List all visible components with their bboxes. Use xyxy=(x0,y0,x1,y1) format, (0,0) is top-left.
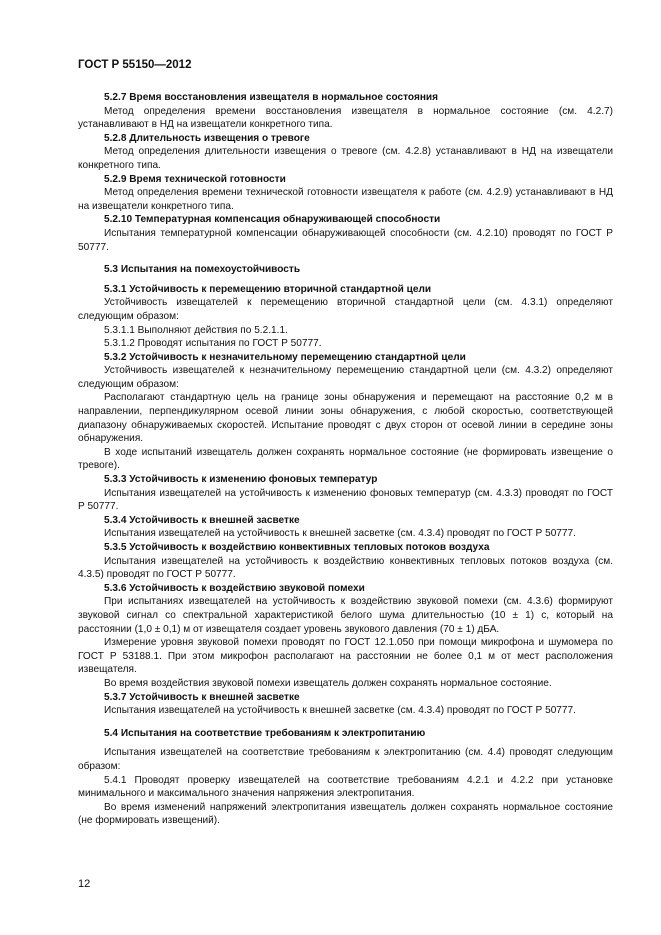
body-paragraph: Метод определения времени восстановления извещателя в нормальное состояние (см. 4.2.7) устанавливают в НД на извещатели конкретного типа. xyxy=(78,105,613,131)
body-paragraph: Испытания извещателей на соответствие требованиям к электропитанию (см. 4.4) проводят следующим образом: xyxy=(78,747,613,772)
section-heading: 5.3.7 Устойчивость к внешней засветке xyxy=(104,691,300,703)
body-paragraph: Испытания извещателей на устойчивость к воздействию конвективных тепловых потоков воздуха (см. 4.3.5) проводят по ГОСТ Р 50777. xyxy=(78,555,613,581)
section-heading: 5.3 Испытания на помехоустойчивость xyxy=(104,264,301,276)
body-paragraph: Испытания температурной компенсации обнаруживающей способности (см. 4.2.10) проводят по ГОСТ Р 50777. xyxy=(78,227,613,253)
body-paragraph: Испытания извещателей на устойчивость к внешней засветке (см. 4.3.4) проводят по ГОСТ Р 50777. xyxy=(104,528,576,540)
body-paragraph: Метод определения времени технической готовности извещателя к работе (см. 4.2.9) устанавливают в НД на извещатели конкретного типа. xyxy=(78,187,613,212)
section-heading: 5.2.10 Температурная компенсация обнаруживающей способности xyxy=(104,214,441,226)
body-paragraph: 5.4.1 Проводят проверку извещателей на соответствие требованиям 4.2.1 и 4.2.2 при установке минимального и максимального значения напряжения электропитания. xyxy=(78,774,613,800)
section-heading: 5.2.8 Длительность извещения о тревоге xyxy=(104,132,310,144)
page-number: 12 xyxy=(78,878,91,890)
body-paragraph: Испытания извещателей на устойчивость к внешней засветке (см. 4.3.4) проводят по ГОСТ Р 50777. xyxy=(104,705,576,717)
section-heading: 5.3.6 Устойчивость к воздействию звуковой помехи xyxy=(104,582,365,594)
section-heading: 5.2.7 Время восстановления извещателя в нормальное состояния xyxy=(104,92,439,103)
body-paragraph: При испытаниях извещателей на устойчивость к воздействию звуковой помехи (см. 4.3.6) формируют звуковой сигнал со спектральной характеристикой белого шума длительностью (10 ± 1) с, который на расстоянии (1,0 ± 0,1) м от извещателя создает уровень звукового давления (70 ± 1) дБА. xyxy=(78,596,613,635)
section-heading: 5.3.5 Устойчивость к воздействию конвективных тепловых потоков воздуха xyxy=(104,542,490,553)
body-paragraph: Испытания извещателей на устойчивость к изменению фоновых температур (см. 4.3.3) проводят по ГОСТ Р 50777. xyxy=(78,487,613,513)
body-paragraph: Метод определения длительности извещения о тревоге (см. 4.2.8) устанавливают в НД на извещатели конкретного типа. xyxy=(78,146,613,171)
section-heading: 5.3.1 Устойчивость к перемещению вторичной стандартной цели xyxy=(104,283,432,295)
section-heading: 5.3.3 Устойчивость к изменению фоновых температур xyxy=(104,474,378,486)
section-heading: 5.3.4 Устойчивость к внешней засветке xyxy=(104,514,300,526)
body-paragraph: Располагают стандартную цель на границе зоны обнаружения и перемещают на расстояние 0,2 м в направлении, перпендикулярном осевой линии зоны обнаружения, с любой скоростью, соответствующей диапазону обнаруживаемых скоростей. Испытание проводят с двух сторон от осевой линии в середине зоны обнаружения. xyxy=(78,392,613,445)
body-paragraph: 5.3.1.1 Выполняют действия по 5.2.1.1. xyxy=(104,324,288,336)
body-paragraph: Устойчивость извещателей к незначительному перемещению стандартной цели (см. 4.3.2) определяют следующим образом: xyxy=(78,365,613,390)
body-paragraph: Во время воздействия звуковой помехи извещатель должен сохранять нормальное состояние. xyxy=(104,677,552,689)
page-header: ГОСТ Р 55150—2012 xyxy=(78,59,192,71)
document-body xyxy=(78,91,613,828)
section-heading: 5.2.9 Время технической готовности xyxy=(104,173,286,185)
body-paragraph: Устойчивость извещателей к перемещению вторичной стандартной цели (см. 4.3.1) определяют следующим образом: xyxy=(78,297,613,322)
body-paragraph: Измерение уровня звуковой помехи проводят по ГОСТ 12.1.050 при помощи микрофона и шумомера по ГОСТ Р 53188.1. При этом микрофон располагают на расстоянии не более 0,1 м от мест расположения извещателя. xyxy=(78,637,613,676)
body-paragraph: 5.3.1.2 Проводят испытания по ГОСТ Р 50777. xyxy=(104,338,322,350)
body-paragraph: Во время изменений напряжений электропитания извещатель должен сохранять нормальное состояние (не формировать извещений). xyxy=(78,801,613,827)
body-paragraph: В ходе испытаний извещатель должен сохранять нормальное состояние (не формировать извещение о тревоге). xyxy=(78,446,613,472)
section-heading: 5.3.2 Устойчивость к незначительному перемещению стандартной цели xyxy=(104,351,466,363)
section-heading: 5.4 Испытания на соответствие требованиям к электропитанию xyxy=(104,727,426,739)
